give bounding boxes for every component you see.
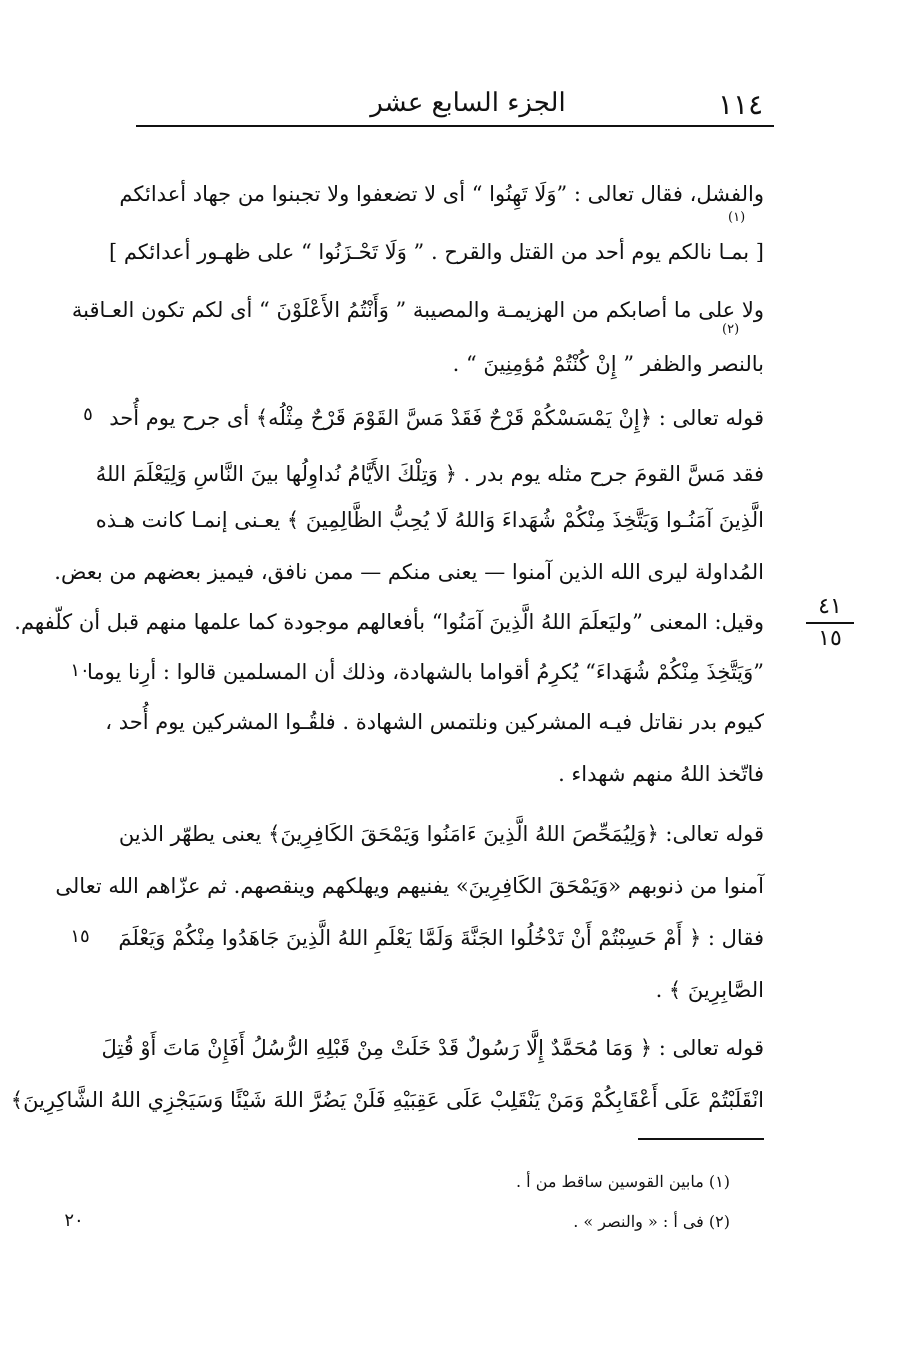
text-line: الصَّابِرِينَ ﴾ . bbox=[655, 978, 764, 1002]
text-line: آمنوا من ذنوبهم «وَيَمْحَقَ الكَافِرِينَ» يفنيهم ويهلكهم وينقصهم. ثم عزّاهم الله تعالى bbox=[55, 874, 764, 898]
text-line: قوله تعالى: ﴿وَلِيُمَحِّصَ اللهُ الَّذِينَ ءَامَنُوا وَيَمْحَقَ الكَافِرِينَ﴾ يعنى يطهّر الذين bbox=[118, 822, 764, 846]
footnote-marker: (١) bbox=[728, 210, 746, 225]
footnote: (٢) فى أ : « والنصر » . bbox=[573, 1212, 730, 1231]
line-number: ٥ bbox=[83, 404, 93, 425]
text-line: الَّذِينَ آمَنُـوا وَيَتَّخِذَ مِنْكُمْ شُهَداءَ وَاللهُ لَا يُحِبُّ الظَّالِمِينَ ﴾ يعـنى إنمـا كانت هـذه bbox=[95, 508, 764, 532]
text-line: والفشل، فقال تعالى : ”وَلَا تَهِنُوا “ أى لا تضعفوا ولا تجبنوا من جهاد أعدائكم bbox=[119, 182, 764, 206]
text-line: [ بمـا نالكم يوم أحد من القتل والقرح . ” وَلَا تَحْـزَنُوا “ على ظهـور أعدائكم ] bbox=[108, 240, 764, 264]
text-line: وقيل: المعنى ”وليَعلَمَ اللهُ الَّذِينَ آمَنُوا“ بأفعالهم موجودة كما علمها منهم قبل أن كلّفهم. bbox=[14, 610, 764, 634]
side-reference-bottom: ١٥ bbox=[818, 626, 842, 651]
side-reference bbox=[800, 594, 860, 652]
footnote-marker: (٢) bbox=[722, 322, 740, 337]
header-rule bbox=[136, 125, 774, 127]
line-number: ١٥ bbox=[70, 926, 90, 947]
text-line: كيوم بدر نقاتل فيـه المشركين ونلتمس الشهادة . فلقُـوا المشركين يوم أُحد ، bbox=[105, 710, 764, 734]
text-line: بالنصر والظفر ” إِنْ كُنْتُمْ مُؤمِنِينَ “ . bbox=[452, 352, 764, 376]
line-number: ٢٠ bbox=[64, 1210, 84, 1231]
footnote: (١) مابين القوسين ساقط من أ . bbox=[516, 1172, 730, 1191]
text-line: فاتّخذ اللهُ منهم شهداء . bbox=[558, 762, 764, 786]
text-line: ”وَيَتَّخِذَ مِنْكُمْ شُهَداءَ“ يُكرِمُ أقواما بالشهادة، وذلك أن المسلمين قالوا : أرِنا يوما bbox=[87, 660, 764, 684]
side-reference-top: ٤١ bbox=[818, 594, 842, 619]
text-line: فقد مَسَّ القومَ جرح مثله يوم بدر . ﴿ وَتِلْكَ الأَيَّامُ نُداوِلُها بينَ النَّاسِ وَلِيَعْلَمَ اللهُ bbox=[95, 462, 764, 486]
text-line: انْقَلَبْتُمْ عَلَى أَعْقَابِكُمْ وَمَنْ يَنْقَلِبْ عَلَى عَقِبَيْهِ فَلَنْ يَضُرَّ اللهَ شَيْئًا وَسَيَجْزِي اللهُ الشَّاكِرِينَ﴾ bbox=[10, 1088, 764, 1112]
text-line: فقال : ﴿ أَمْ حَسِبْتُمْ أَنْ تَدْخُلُوا الجَنَّةَ وَلَمَّا يَعْلَمِ اللهُ الَّذِينَ جَاهَدُوا مِنْكُمْ وَيَعْلَمَ bbox=[118, 926, 764, 950]
text-line: ولا على ما أصابكم من الهزيمـة والمصيبة ” وَأَنْتُمُ الأَعْلَوْنَ “ أى لكم تكون العـاقبة bbox=[71, 298, 764, 322]
line-number: ١٠ bbox=[70, 660, 90, 681]
running-title: الجزء السابع عشر bbox=[370, 88, 566, 118]
side-reference-divider bbox=[806, 622, 854, 624]
page-number: ١١٤ bbox=[718, 88, 764, 121]
text-line: المُداولة ليرى الله الذين آمنوا — يعنى منكم — ممن نافق، فيميز بعضهم من بعض. bbox=[54, 560, 764, 584]
text-line: قوله تعالى : ﴿ وَمَا مُحَمَّدٌ إِلَّا رَسُولٌ قَدْ خَلَتْ مِنْ قَبْلِهِ الرُّسُلُ أَفَإِنْ مَاتَ أَوْ قُتِلَ bbox=[101, 1036, 764, 1060]
footnote-rule bbox=[638, 1138, 764, 1140]
text-line: قوله تعالى : ﴿إِنْ يَمْسَسْكُمْ قَرْحٌ فَقَدْ مَسَّ القَوْمَ قَرْحٌ مِثْلُه﴾ أى جرح يوم أُحد bbox=[109, 406, 764, 430]
